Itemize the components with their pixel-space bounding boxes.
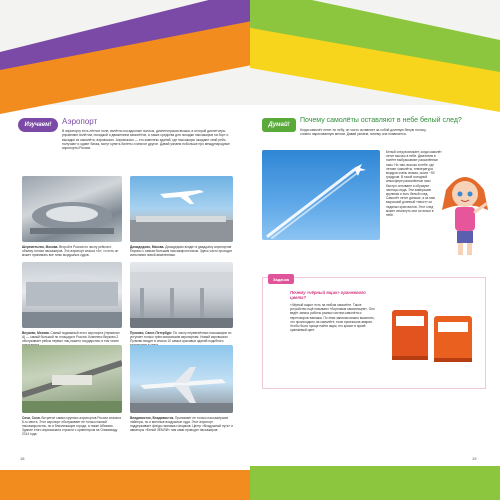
flight-recorder-photo <box>384 290 480 378</box>
caption-vnukovo: Внуково, Москва. Самый подвижный этого аэропорта (терминал А) — самый большой по площади в России. Комплекс Внуково-2 обслуживает рейсы первых лиц нашего государства, в том числе <box>22 331 120 344</box>
page-number-right: 19 <box>472 456 477 461</box>
domodedovo-photo <box>130 176 233 242</box>
caption-domodedovo: Домодедово, Москва. Домодедово входит в двадцатку аэропортов Европы с самым большим пассажиропотоком. Здесь часто проходят испытания новой авиатехники. <box>130 245 233 258</box>
airport-intro-text: В аэропорту есть лётное поле, взлётно-посадочные полосы, диспетчерская вышка, в которой диспетчеры управляют взлётом, посадкой и движением самолётов, а также средства для посадки пассажиров на борт и высадки из самолёта, аэровокзал. Аэровокзал — это комплекс зданий, где пассажиры ожидают свой рейс, получают и сдают багаж, могут купить билеты и многое другое. Давай узнаем побольше про международные аэропорты России. <box>62 129 230 151</box>
pulkovo-photo <box>130 262 233 328</box>
section-title-airport: Аэропорт <box>62 117 98 126</box>
learn-badge: Изучаем! <box>18 118 58 132</box>
task-tab: Задачка <box>268 274 294 284</box>
sochi-photo <box>22 345 122 413</box>
page-number-left: 18 <box>20 456 25 461</box>
caption-vladivostok: Владивосток, Владивосток. Принимает не только пассажирские лайнеры, но и военные воздушные суда. Этот аэропорт поддерживает фонды экипажа-гонщиков. Центр «Воздушный путь» и авиаторы «Белой ЗЕМЛИ» там сами проводят пассажиров. <box>130 416 233 433</box>
vnukovo-photo <box>22 262 122 328</box>
contrail-sky-photo <box>262 150 380 240</box>
section-title-contrail: Почему самолёты оставляют в небе белый след? <box>300 117 462 124</box>
contrail-intro-text: Когда самолёт летит по небу, он часто оставляет за собой длинную белую полосу, словно нарисованную мелом. Давай узнаем, почему она появляется. <box>300 128 427 137</box>
bottom-decor-band-right <box>250 466 500 500</box>
vladivostok-photo <box>130 345 233 413</box>
girl-character-illustration <box>438 170 492 258</box>
sheremetyevo-photo <box>22 176 122 242</box>
caption-pulkovo: Пулково, Санкт-Петербург. По числу перевезённых пассажиров он уступает только трём московским аэропортам. Новый аэровокзал Пулково входит в список 10 самых красивых зданий подобного <box>130 331 232 344</box>
black-box-answer-text: «Чёрный ящик» есть на любом самолёте. Такое устройство ещё называют «бортовым самописцем». Оно ведёт запись работы разных систем самолёта и переговоров экипажа. По этим записям можно выяснить, что происходило на самолёте, если произошла авария. Чтобы было проще найти ящик, его красят в яркий оранжевый цвет. <box>290 303 375 333</box>
contrail-explanation: Белый след возникает, когда самолёт летит высоко в небе. Двигатели в полёте выбрасывают раскалённые газы. Но там, высоко в небе, где летают самолёты, температура воздуха очень низкая, около −50 градусов. В такой холодной атмосфере раскалённые газы быстро остывают и образуют частицы льда. Эти замёрзшие крупинки и есть белый след. Самолёт летит дальше, а за ним выросший длинный «хвост» из ледяных кристаллов. Этот след может исчезнуть или остаться в небе. <box>386 150 442 218</box>
caption-sochi: Сочи, Сочи. Встретил самых крупных аэропортов России сначала 5-го места. Этот аэропорт обслуживает не только южный пассажиропоток, но и близлежащие города, а также Абхазию. Здание этого аэровокзала строили с ориентиром на Олимпиаду 2014 года. <box>22 416 121 437</box>
think-badge: Думай! <box>262 118 296 132</box>
caption-sheremetyevo: Шереметьево, Москва. Второй в России по числу рейсов и объему потока пассажиров. Это аэропорт класса «А», то есть он может принимать все типы воздушных судов. <box>22 245 119 258</box>
black-box-question: Почему «чёрный ящик» оранжевого цвета? <box>290 290 366 300</box>
